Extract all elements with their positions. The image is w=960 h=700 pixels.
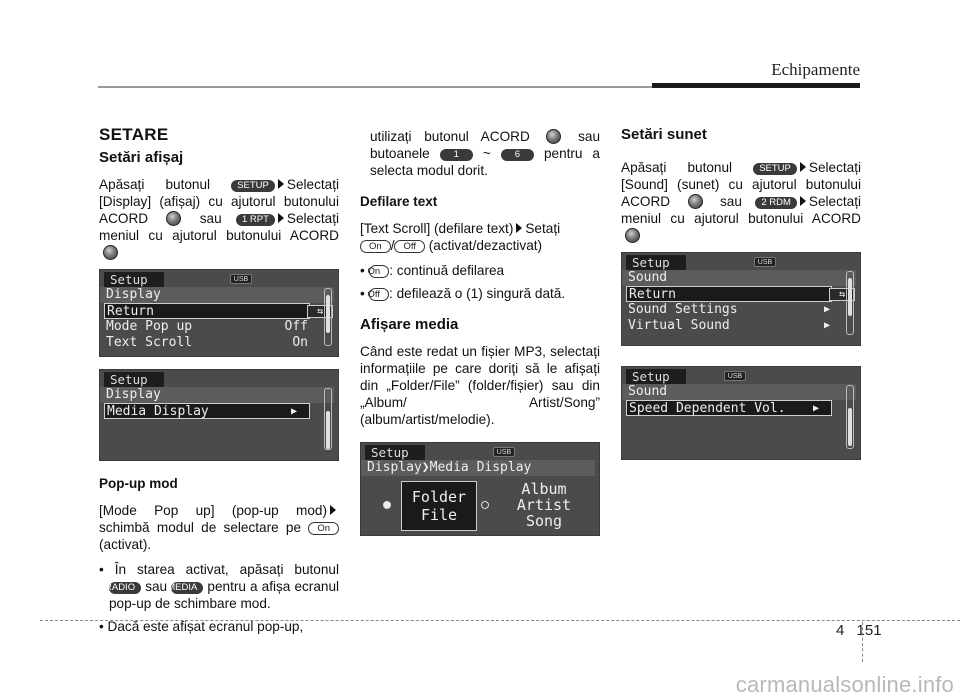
screen-header-media-display: Display❯Media Display (361, 460, 595, 476)
tune-knob-icon (546, 129, 561, 144)
screen-tab-setup: Setup (365, 445, 425, 460)
arrow-right-icon (330, 505, 336, 515)
popup-bullet-1: • În starea activat, apăsați butonul RADIO sau MEDIA pentru a afișa ecranul pop-up de schimbare mod. (99, 562, 340, 611)
screen-tab-setup: Setup (104, 272, 164, 287)
media-display-select-screen (360, 442, 600, 536)
display-menu-screen (99, 269, 339, 357)
media-display-heading: Afișare media (360, 316, 459, 333)
media-button-badge: MEDIA (171, 582, 203, 594)
popup-continuation: utilizați butonul ACORD sau butoanele 1 ~ 6 pentru a selecta modul dorit. (370, 129, 601, 178)
arrow-right-icon (516, 223, 522, 233)
page-number-value: 151 (856, 622, 882, 639)
column-1 (99, 120, 339, 641)
tune-knob-icon (103, 245, 118, 260)
screen-header-display: Display (100, 287, 334, 303)
screen-scrollbar (846, 271, 854, 335)
off-pill: Off (369, 288, 390, 301)
footer-dashed-rule (40, 620, 960, 621)
column-2 (360, 128, 600, 546)
screen-scrollbar (324, 288, 332, 346)
setup-button-badge: SETUP (231, 180, 275, 192)
usb-icon: USB (754, 257, 776, 267)
page-number (836, 622, 882, 639)
screen-tab-setup: Setup (104, 372, 164, 387)
usb-icon: USB (230, 274, 252, 284)
chevron-right-icon: ▶ (290, 406, 297, 417)
media-display-screen (99, 369, 339, 461)
chevron-right-icon: ▶ (823, 304, 830, 315)
screen-row-speed-dependent-vol: Speed Dependent Vol. ▶ (626, 400, 832, 416)
sound-menu-screen (621, 252, 861, 346)
return-icon: ⇆ (829, 288, 855, 301)
radio-selected-icon (383, 501, 391, 509)
text-scroll-paragraph: [Text Scroll] (defilare text) Setați On / Off (activat/dezactivat) (360, 221, 561, 253)
option-album-artist-song: Album Artist Song (516, 480, 572, 530)
chapter-number: 4 (836, 622, 845, 639)
footer-vertical-dash (862, 622, 863, 662)
screen-row-mode-popup: Mode Pop up Off (106, 319, 308, 334)
section-title: SETARE (99, 125, 169, 144)
text-scroll-bullet-on: • On : continuă defilarea (360, 263, 505, 278)
sound-settings-paragraph: Apăsați butonul SETUP Selectați [Sound] (sunet) cu ajutorul butonului ACORD sau 2 RDM Selectați meniul cu ajutorul butonului ACORD (621, 159, 861, 244)
text-scroll-bullet-off: • Off : defilează o (1) singură dată. (360, 286, 566, 301)
tune-knob-icon (688, 194, 703, 209)
screen-row-return: Return ⇆ (626, 286, 832, 302)
chevron-right-icon: ▶ (823, 320, 830, 331)
screen-row-media-display: Media Display ▶ (104, 403, 310, 419)
screen-header-display: Display (100, 387, 334, 403)
running-header-title: Echipamente (771, 60, 860, 79)
on-pill: On (360, 240, 391, 253)
setup-button-badge: SETUP (753, 163, 797, 175)
arrow-right-icon (278, 179, 284, 189)
screen-scrollbar (846, 385, 854, 449)
rdm-button-badge: 2 RDM (755, 197, 797, 209)
arrow-right-icon (278, 213, 284, 223)
on-pill: On (369, 265, 390, 278)
tune-knob-icon (625, 228, 640, 243)
popup-mode-paragraph: [Mode Pop up] (pop-up mod) schimbă modul de selectare pe On (activat). (99, 502, 339, 553)
display-settings-heading: Setări afișaj (99, 149, 184, 166)
chevron-right-icon: ▶ (812, 403, 819, 414)
screen-tab-setup: Setup (626, 369, 686, 384)
arrow-right-icon (800, 162, 806, 172)
sound-settings-heading: Setări sunet (621, 126, 707, 143)
preset-6-badge: 6 (501, 149, 534, 161)
radio-unselected-icon (481, 501, 489, 509)
screen-row-virtual-sound: Virtual Sound ▶ (628, 318, 830, 333)
popup-mode-heading: Pop-up mod (99, 476, 178, 491)
screen-scrollbar (324, 388, 332, 450)
watermark: carmanualsonline.info (735, 672, 954, 697)
option-folder-file: Folder File (401, 481, 477, 531)
preset-1-badge: 1 (440, 149, 473, 161)
popup-bullet-2: • Dacă este afișat ecranul pop-up, (99, 619, 304, 634)
screen-header-sound: Sound (622, 270, 856, 286)
tune-knob-icon (166, 211, 181, 226)
return-icon: ⇆ (307, 305, 333, 318)
usb-icon: USB (724, 371, 746, 381)
text-scroll-heading: Defilare text (360, 194, 438, 209)
off-pill: Off (394, 240, 425, 253)
radio-button-badge: RADIO (109, 582, 141, 594)
screen-row-text-scroll: Text Scroll On (106, 335, 308, 350)
on-pill: On (308, 522, 339, 535)
screen-tab-setup: Setup (626, 255, 686, 270)
media-display-paragraph: Când este redat un fișier MP3, selectați informațiile pe care doriți să le afișați din „Folder/File” (folder/fișier) sau din „Album/ Artist/Song” (album/artist/melodie). (360, 344, 600, 427)
column-3 (621, 120, 861, 470)
display-settings-paragraph: Apăsați butonul SETUP Selectați [Display] (afișaj) cu ajutorul butonului ACORD sau 1 RPT Selectați meniul cu ajutorul butonului ACORD (99, 176, 339, 261)
header-rule-accent (652, 83, 860, 88)
screen-row-sound-settings: Sound Settings ▶ (628, 302, 830, 317)
screen-row-return: Return ⇆ (104, 303, 310, 319)
usb-icon: USB (493, 447, 515, 457)
speed-dependent-volume-screen (621, 366, 861, 460)
screen-header-sound: Sound (622, 384, 856, 400)
arrow-right-icon (800, 196, 806, 206)
rpt-button-badge: 1 RPT (236, 214, 275, 226)
